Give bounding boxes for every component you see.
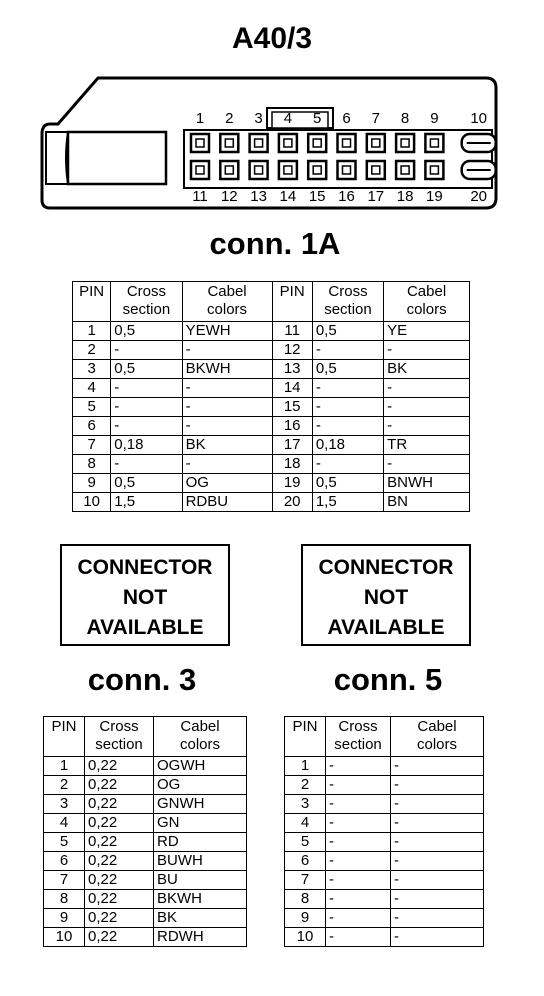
cross-section-value: - bbox=[326, 757, 391, 776]
cable-color-value: - bbox=[384, 455, 470, 474]
cable-color-value: RD bbox=[154, 833, 247, 852]
pin-number: 8 bbox=[44, 890, 85, 909]
pin-number-label: 13 bbox=[250, 188, 267, 205]
cable-color-value: OG bbox=[182, 474, 272, 493]
pin-number-label: 17 bbox=[367, 188, 385, 205]
conn-1a-title: conn. 1A bbox=[209, 226, 341, 261]
cross-section-value: 0,22 bbox=[85, 890, 154, 909]
pin-number: 3 bbox=[73, 360, 111, 379]
table-row bbox=[285, 928, 484, 947]
cable-color-value: YE bbox=[384, 322, 470, 341]
cable-color-value: OGWH bbox=[154, 757, 247, 776]
header-cabel-colors: Cabel colors bbox=[154, 717, 247, 757]
table-row bbox=[44, 757, 247, 776]
cable-color-value: - bbox=[384, 398, 470, 417]
cable-color-value: - bbox=[182, 398, 272, 417]
pin-number: 9 bbox=[73, 474, 111, 493]
table-row bbox=[73, 493, 470, 512]
table-row bbox=[73, 360, 470, 379]
cross-section-value: 0,5 bbox=[111, 322, 182, 341]
pin-number-label: 12 bbox=[220, 188, 238, 205]
cross-section-value: - bbox=[312, 455, 383, 474]
table-row bbox=[73, 436, 470, 455]
cross-section-value: 0,18 bbox=[111, 436, 182, 455]
pin-number-label: 15 bbox=[308, 188, 326, 205]
cable-color-value: - bbox=[391, 833, 484, 852]
cable-color-value: - bbox=[384, 417, 470, 436]
cable-color-value: - bbox=[182, 379, 272, 398]
cross-section-value: 1,5 bbox=[312, 493, 383, 512]
pin-number: 13 bbox=[272, 360, 312, 379]
cable-color-value: BU bbox=[154, 871, 247, 890]
cable-color-value: BK bbox=[182, 436, 272, 455]
pin-number: 14 bbox=[272, 379, 312, 398]
pin-number: 12 bbox=[272, 341, 312, 360]
table-row bbox=[285, 871, 484, 890]
pin-number: 3 bbox=[44, 795, 85, 814]
pin-number: 1 bbox=[285, 757, 326, 776]
pin-number-label: 8 bbox=[400, 110, 410, 127]
table-row bbox=[73, 341, 470, 360]
pin-number: 6 bbox=[73, 417, 111, 436]
cable-color-value: - bbox=[391, 928, 484, 947]
cable-color-value: - bbox=[384, 341, 470, 360]
table-row bbox=[73, 474, 470, 493]
cross-section-value: 0,5 bbox=[111, 360, 182, 379]
pin-number-label: 16 bbox=[338, 188, 355, 205]
pin-number: 4 bbox=[73, 379, 111, 398]
table-row bbox=[44, 871, 247, 890]
cable-color-value: - bbox=[391, 871, 484, 890]
pin-number: 7 bbox=[285, 871, 326, 890]
cable-color-value: BKWH bbox=[154, 890, 247, 909]
cross-section-value: 0,22 bbox=[85, 852, 154, 871]
pin-number: 1 bbox=[44, 757, 85, 776]
cross-section-value: 0,5 bbox=[312, 322, 383, 341]
cross-section-value: - bbox=[312, 341, 383, 360]
header-cross-section: Cross section bbox=[111, 282, 182, 322]
pin-number: 15 bbox=[272, 398, 312, 417]
table-header-row bbox=[44, 717, 247, 757]
conn-5-table bbox=[284, 716, 484, 947]
pin-number: 4 bbox=[285, 814, 326, 833]
cross-section-value: - bbox=[326, 909, 391, 928]
table-header-row bbox=[73, 282, 470, 322]
latch-body bbox=[68, 132, 166, 184]
cross-section-value: 0,5 bbox=[111, 474, 182, 493]
table-row bbox=[285, 833, 484, 852]
pin-number-label: 7 bbox=[371, 110, 380, 127]
pin-number: 10 bbox=[44, 928, 85, 947]
header-cross-section: Cross section bbox=[85, 717, 154, 757]
conn-3-title: conn. 3 bbox=[87, 662, 197, 697]
cross-section-value: - bbox=[312, 398, 383, 417]
conn-1a-table bbox=[72, 281, 470, 512]
cross-section-value: - bbox=[326, 795, 391, 814]
connector-not-available-box-conn5 bbox=[301, 544, 471, 646]
table-row bbox=[44, 814, 247, 833]
table-row bbox=[285, 776, 484, 795]
cross-section-value: - bbox=[326, 833, 391, 852]
pin-number: 19 bbox=[272, 474, 312, 493]
conn-5-title: conn. 5 bbox=[333, 662, 443, 697]
pin-number: 2 bbox=[73, 341, 111, 360]
table-row bbox=[44, 890, 247, 909]
cross-section-value: 0,22 bbox=[85, 757, 154, 776]
pin-number: 7 bbox=[73, 436, 111, 455]
pin-number-label: 3 bbox=[254, 110, 263, 127]
conn-3-table bbox=[43, 716, 247, 947]
pin-number: 7 bbox=[44, 871, 85, 890]
cross-section-value: - bbox=[326, 814, 391, 833]
pin-number: 10 bbox=[285, 928, 326, 947]
cross-section-value: - bbox=[111, 398, 182, 417]
cable-color-value: - bbox=[384, 379, 470, 398]
pin-number: 4 bbox=[44, 814, 85, 833]
cross-section-value: - bbox=[111, 379, 182, 398]
table-row bbox=[285, 909, 484, 928]
cable-color-value: GNWH bbox=[154, 795, 247, 814]
cable-color-value: - bbox=[391, 890, 484, 909]
pin-number: 1 bbox=[73, 322, 111, 341]
pin-number: 9 bbox=[44, 909, 85, 928]
pin-number: 11 bbox=[272, 322, 312, 341]
cable-color-value: - bbox=[182, 341, 272, 360]
cable-color-value: BUWH bbox=[154, 852, 247, 871]
cable-color-value: - bbox=[391, 814, 484, 833]
cross-section-value: 0,22 bbox=[85, 833, 154, 852]
cable-color-value: - bbox=[391, 852, 484, 871]
table-row bbox=[285, 890, 484, 909]
pin-number: 17 bbox=[272, 436, 312, 455]
table-row bbox=[285, 814, 484, 833]
cross-section-value: - bbox=[312, 417, 383, 436]
cross-section-value: 1,5 bbox=[111, 493, 182, 512]
pin-number: 6 bbox=[285, 852, 326, 871]
latch-tab bbox=[46, 132, 68, 184]
table-row bbox=[73, 379, 470, 398]
pin-number-label: 2 bbox=[225, 110, 234, 127]
pin-number: 3 bbox=[285, 795, 326, 814]
cross-section-value: 0,18 bbox=[312, 436, 383, 455]
cable-color-value: RDBU bbox=[182, 493, 272, 512]
cross-section-value: - bbox=[111, 455, 182, 474]
pin-number-label: 11 bbox=[192, 188, 208, 205]
table-row bbox=[44, 852, 247, 871]
cable-color-value: RDWH bbox=[154, 928, 247, 947]
cable-color-value: BNWH bbox=[384, 474, 470, 493]
na-line-3: AVAILABLE bbox=[327, 616, 445, 639]
pin-number-label: 19 bbox=[426, 188, 443, 205]
table-row bbox=[44, 928, 247, 947]
pin-number: 20 bbox=[272, 493, 312, 512]
header-cross-section: Cross section bbox=[326, 717, 391, 757]
table-row bbox=[285, 852, 484, 871]
page-title: A40/3 bbox=[231, 22, 313, 55]
cross-section-value: 0,22 bbox=[85, 814, 154, 833]
cross-section-value: - bbox=[111, 417, 182, 436]
pin-number-label: 20 bbox=[470, 188, 488, 205]
pin-number-label: 9 bbox=[430, 110, 439, 127]
cross-section-value: 0,22 bbox=[85, 776, 154, 795]
cable-color-value: - bbox=[182, 417, 272, 436]
cross-section-value: 0,22 bbox=[85, 795, 154, 814]
cable-color-value: OG bbox=[154, 776, 247, 795]
table-row bbox=[44, 776, 247, 795]
pin-number: 8 bbox=[285, 890, 326, 909]
cable-color-value: BK bbox=[154, 909, 247, 928]
cross-section-value: - bbox=[326, 852, 391, 871]
cross-section-value: 0,22 bbox=[85, 871, 154, 890]
header-cross-section: Cross section bbox=[312, 282, 383, 322]
cross-section-value: - bbox=[326, 928, 391, 947]
table-row bbox=[44, 833, 247, 852]
table-row bbox=[73, 455, 470, 474]
header-cabel-colors: Cabel colors bbox=[391, 717, 484, 757]
cross-section-value: 0,22 bbox=[85, 928, 154, 947]
cross-section-value: 0,22 bbox=[85, 909, 154, 928]
pin-number: 18 bbox=[272, 455, 312, 474]
cross-section-value: - bbox=[326, 871, 391, 890]
pin-number-label: 6 bbox=[342, 110, 351, 127]
pin-number: 5 bbox=[73, 398, 111, 417]
table-row bbox=[44, 909, 247, 928]
cross-section-value: - bbox=[326, 776, 391, 795]
pin-number: 8 bbox=[73, 455, 111, 474]
connector-not-available-box-conn3 bbox=[60, 544, 230, 646]
header-cabel-colors: Cabel colors bbox=[182, 282, 272, 322]
na-line-2: NOT bbox=[122, 586, 168, 609]
na-line-2: NOT bbox=[363, 586, 409, 609]
pin-number: 2 bbox=[285, 776, 326, 795]
cable-color-value: BKWH bbox=[182, 360, 272, 379]
connector-housing-diagram bbox=[38, 74, 500, 214]
na-line-1: CONNECTOR bbox=[77, 556, 213, 579]
cable-color-value: - bbox=[391, 795, 484, 814]
pin-number: 5 bbox=[44, 833, 85, 852]
cable-color-value: BN bbox=[384, 493, 470, 512]
cable-color-value: YEWH bbox=[182, 322, 272, 341]
pin-number: 16 bbox=[272, 417, 312, 436]
cable-color-value: GN bbox=[154, 814, 247, 833]
table-row bbox=[73, 398, 470, 417]
header-pin: PIN bbox=[44, 717, 85, 757]
cable-color-value: TR bbox=[384, 436, 470, 455]
pin-number: 6 bbox=[44, 852, 85, 871]
pin-number-label: 4 bbox=[283, 110, 293, 127]
pin-number: 2 bbox=[44, 776, 85, 795]
header-cabel-colors: Cabel colors bbox=[384, 282, 470, 322]
table-row bbox=[73, 322, 470, 341]
table-row bbox=[285, 795, 484, 814]
pin-number: 10 bbox=[73, 493, 111, 512]
cable-color-value: - bbox=[391, 909, 484, 928]
cross-section-value: - bbox=[312, 379, 383, 398]
cable-color-value: - bbox=[182, 455, 272, 474]
cross-section-value: - bbox=[111, 341, 182, 360]
table-row bbox=[285, 757, 484, 776]
table-row bbox=[73, 417, 470, 436]
cross-section-value: - bbox=[326, 890, 391, 909]
cross-section-value: 0,5 bbox=[312, 474, 383, 493]
pin-number-label: 1 bbox=[195, 110, 205, 127]
header-pin: PIN bbox=[272, 282, 312, 322]
cable-color-value: - bbox=[391, 776, 484, 795]
cable-color-value: BK bbox=[384, 360, 470, 379]
pin-number-label: 14 bbox=[279, 188, 297, 205]
na-line-3: AVAILABLE bbox=[86, 616, 204, 639]
header-pin: PIN bbox=[73, 282, 111, 322]
pin-number: 5 bbox=[285, 833, 326, 852]
na-line-1: CONNECTOR bbox=[318, 556, 454, 579]
header-pin: PIN bbox=[285, 717, 326, 757]
pin-number-label: 10 bbox=[470, 110, 488, 127]
table-header-row bbox=[285, 717, 484, 757]
cross-section-value: 0,5 bbox=[312, 360, 383, 379]
table-row bbox=[44, 795, 247, 814]
pin-number-label: 18 bbox=[396, 188, 414, 205]
pin-number: 9 bbox=[285, 909, 326, 928]
cable-color-value: - bbox=[391, 757, 484, 776]
pin-number-label: 5 bbox=[313, 110, 322, 127]
